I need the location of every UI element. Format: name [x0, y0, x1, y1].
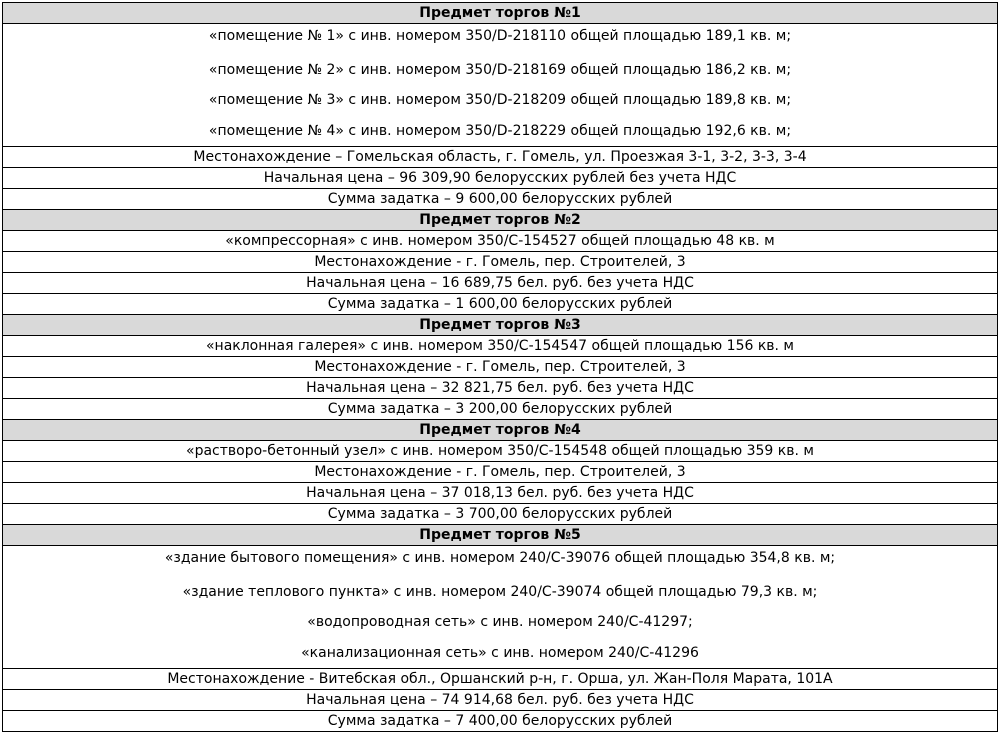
lot-1-location: Местонахождение – Гомельская область, г. Гомель, ул. Проезжая 3-1, 3-2, 3-3, 3-4	[3, 147, 998, 168]
lot-3-item-1: «наклонная галерея» с инв. номером 350/С-154547 общей площадью 156 кв. м	[3, 336, 998, 357]
lot-5-item-2: «здание теплового пункта» с инв. номером 240/С-39074 общей площадью 79,3 кв. м;	[182, 583, 818, 600]
lot-1-item-2: «помещение № 2» с инв. номером 350/D-218169 общей площадью 186,2 кв. м;	[208, 61, 792, 78]
lot-1-price: Начальная цена – 96 309,90 белорусских рублей без учета НДС	[3, 168, 998, 189]
lot-1-item-4: «помещение № 4» с инв. номером 350/D-218229 общей площадью 192,6 кв. м;	[208, 122, 792, 139]
lot-5-items	[3, 546, 998, 669]
lot-2-price: Начальная цена – 16 689,75 бел. руб. без учета НДС	[3, 273, 998, 294]
auction-lots-table	[2, 2, 998, 732]
lot-3-deposit: Сумма задатка – 3 200,00 белорусских рублей	[3, 399, 998, 420]
lot-3-price: Начальная цена – 32 821,75 бел. руб. без учета НДС	[3, 378, 998, 399]
lot-1-items	[3, 24, 998, 147]
lot-3-location: Местонахождение - г. Гомель, пер. Строителей, 3	[3, 357, 998, 378]
lot-5-location: Местонахождение - Витебская обл., Оршанский р-н, г. Орша, ул. Жан-Поля Марата, 101А	[3, 669, 998, 690]
lot-1-title: Предмет торгов №1	[3, 3, 998, 24]
lot-2-item-1: «компрессорная» с инв. номером 350/С-154527 общей площадью 48 кв. м	[3, 231, 998, 252]
lot-5-item-3: «водопроводная сеть» с инв. номером 240/С-41297;	[307, 614, 693, 630]
lot-1-item-1: «помещение № 1» с инв. номером 350/D-218110 общей площадью 189,1 кв. м;	[208, 28, 792, 44]
lot-1-item-3: «помещение № 3» с инв. номером 350/D-218209 общей площадью 189,8 кв. м;	[208, 92, 792, 108]
lot-4-title: Предмет торгов №4	[3, 420, 998, 441]
lot-4-price: Начальная цена – 37 018,13 бел. руб. без учета НДС	[3, 483, 998, 504]
lot-5-item-1: «здание бытового помещения» с инв. номером 240/С-39076 общей площадью 354,8 кв. м;	[164, 550, 836, 566]
lot-1-deposit: Сумма задатка – 9 600,00 белорусских рублей	[3, 189, 998, 210]
lot-5-price: Начальная цена – 74 914,68 бел. руб. без учета НДС	[3, 690, 998, 711]
lot-5-title: Предмет торгов №5	[3, 525, 998, 546]
lot-3-title: Предмет торгов №3	[3, 315, 998, 336]
lot-5-deposit: Сумма задатка – 7 400,00 белорусских рублей	[3, 711, 998, 732]
lot-4-location: Местонахождение - г. Гомель, пер. Строителей, 3	[3, 462, 998, 483]
lot-5-item-4: «канализационная сеть» с инв. номером 240/С-41296	[301, 644, 699, 661]
lot-4-deposit: Сумма задатка – 3 700,00 белорусских рублей	[3, 504, 998, 525]
lot-2-location: Местонахождение - г. Гомель, пер. Строителей, 3	[3, 252, 998, 273]
lot-4-item-1: «растворо-бетонный узел» с инв. номером 350/С-154548 общей площадью 359 кв. м	[3, 441, 998, 462]
lot-2-deposit: Сумма задатка – 1 600,00 белорусских рублей	[3, 294, 998, 315]
lot-2-title: Предмет торгов №2	[3, 210, 998, 231]
